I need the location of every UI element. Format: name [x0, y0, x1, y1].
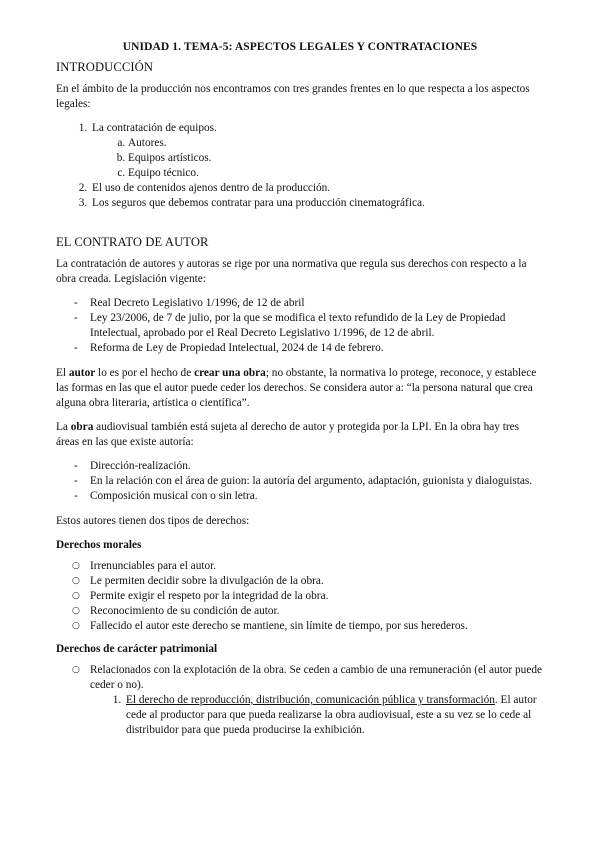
list-item: ○ Le permiten decidir sobre la divulgación de la obra. [56, 574, 544, 589]
list-item: - Composición musical con o sin letra. [56, 489, 544, 504]
list-item: - Dirección-realización. [56, 459, 544, 474]
list-item: b. Equipos artísticos. [128, 151, 544, 166]
obra-paragraph: La obra audiovisual también está sujeta al derecho de autor y protegida por la LPI. En la obra hay tres áreas en las que existe autoría: [56, 421, 520, 448]
sub-list [92, 136, 544, 181]
section-heading-contrato: EL CONTRATO DE AUTOR [56, 235, 209, 249]
intro-paragraph: En el ámbito de la producción nos encontramos con tres grandes frentes en lo que respecta a los aspectos legales: [56, 83, 530, 110]
list-item: 3. Los seguros que debemos contratar para una producción cinematográfica. [90, 196, 544, 211]
morales-list [56, 559, 544, 634]
derechos-intro: Estos autores tienen dos tipos de derechos: [56, 515, 250, 527]
list-item-text: La contratación de equipos. [92, 122, 217, 134]
list-item: c. Equipo técnico. [128, 166, 544, 181]
list-item-text: Relacionados con la explotación de la obra. Se ceden a cambio de una remuneración (el autor puede ceder o no). [90, 664, 542, 691]
list-item: ○ Fallecido el autor este derecho se mantiene, sin límite de tiempo, por sus herederos. [56, 619, 544, 634]
list-item: a. Autores. [128, 136, 544, 151]
list-item: - Ley 23/2006, de 7 de julio, por la que se modifica el texto refundido de la Ley de Propiedad Intelectual, aprobado por el Real Decreto Legislativo 1/1996, de 12 de abril. [56, 311, 544, 341]
section-heading-intro: INTRODUCCIÓN [56, 60, 154, 74]
autor-paragraph: El autor lo es por el hecho de crear una obra; no obstante, la normativa lo protege, reconoce, y establece las formas en las que el autor puede ceder los derechos. Se considera autor a: “la persona natural que crea alguna obra literaria, artística o científica”. [56, 367, 537, 409]
patrimonial-heading: Derechos de carácter patrimonial [56, 643, 218, 655]
list-item: - Real Decreto Legislativo 1/1996, de 12 de abril [56, 296, 544, 311]
page-title: UNIDAD 1. TEMA-5: ASPECTOS LEGALES Y CONTRATACIONES [122, 41, 478, 53]
intro-list [56, 121, 544, 211]
patrimonial-list [56, 663, 544, 693]
list-item: ○ Irrenunciables para el autor. [56, 559, 544, 574]
underlined-text: El derecho de reproducción, distribución, comunicación pública y transformación [126, 694, 495, 706]
list-item [90, 121, 544, 181]
list-item: 1. El derecho de reproducción, distribución, comunicación pública y transformación. El autor cede al productor para que pueda realizarse la obra audiovisual, este a su vez se lo cede al distribuidor para que pueda producirse la exhibición. [124, 693, 544, 738]
laws-list [56, 296, 544, 356]
document-page [56, 40, 544, 738]
list-item: 2. El uso de contenidos ajenos dentro de la producción. [90, 181, 544, 196]
list-item: - En la relación con el área de guion: la autoría del argumento, adaptación, guionista y dialoguistas. [56, 474, 544, 489]
patrimonial-sublist [56, 693, 544, 738]
list-item: ○ Permite exigir el respeto por la integridad de la obra. [56, 589, 544, 604]
list-item [56, 663, 544, 693]
list-item: - Reforma de Ley de Propiedad Intelectual, 2024 de 14 de febrero. [56, 341, 544, 356]
morales-heading: Derechos morales [56, 539, 142, 551]
list-item: ○ Reconocimiento de su condición de autor. [56, 604, 544, 619]
areas-list [56, 459, 544, 504]
contrato-paragraph: La contratación de autores y autoras se rige por una normativa que regula sus derechos con respecto a la obra creada. Legislación vigente: [56, 258, 527, 285]
